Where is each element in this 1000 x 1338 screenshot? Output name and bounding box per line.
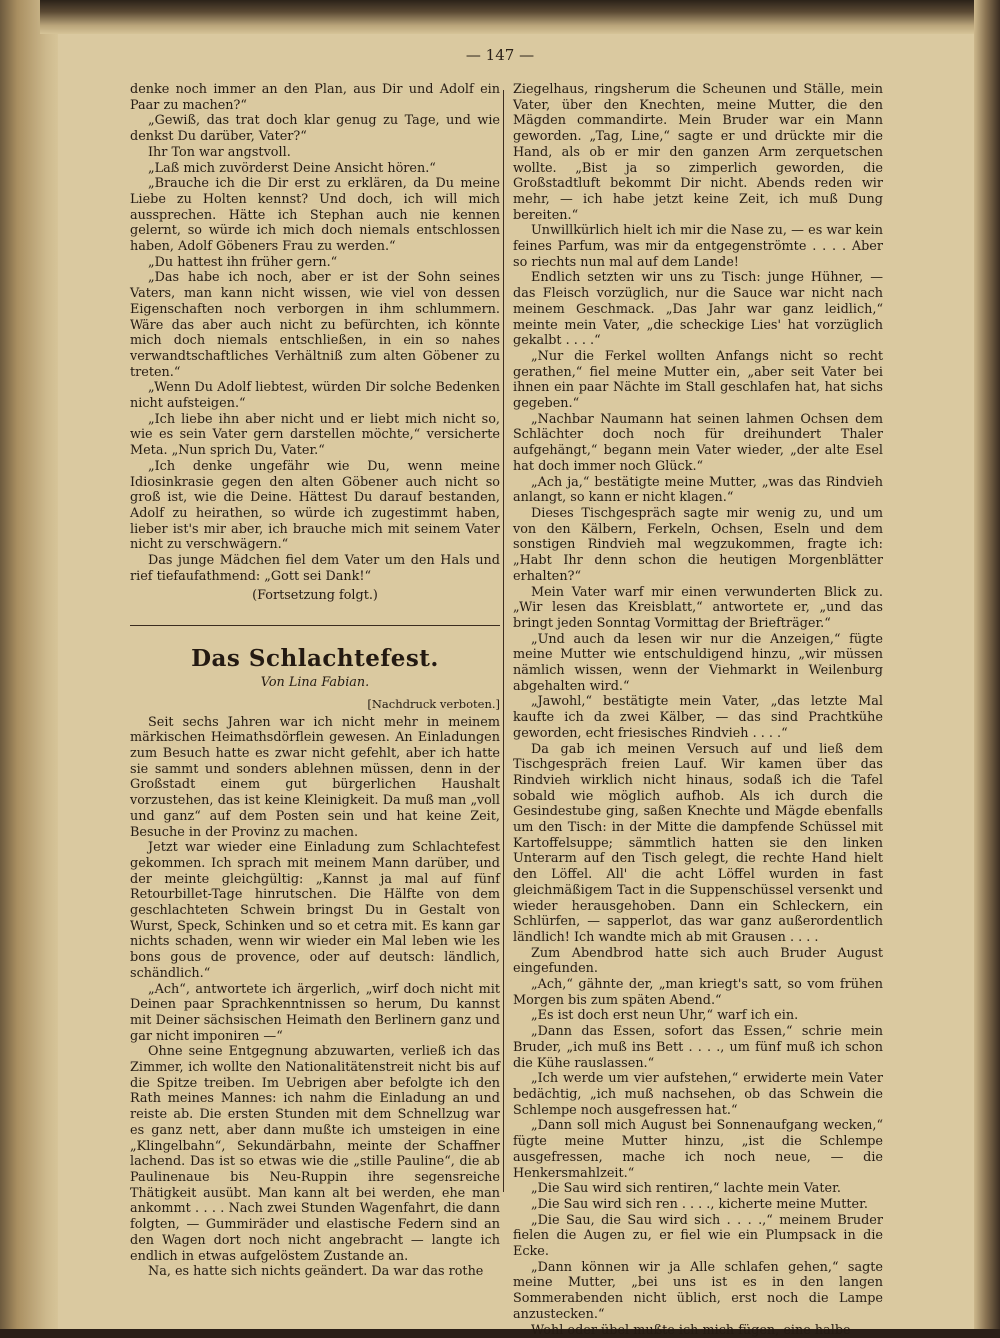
paragraph: „Es ist doch erst neun Uhr,“ warf ich ein. bbox=[531, 1008, 799, 1024]
paragraph: Mein Vater warf mir einen verwunderten Blick zu. „Wir lesen das Kreisblatt,“ antwortete er, „und das bringt jeden Sonntag Vormittag der Briefträger.“ bbox=[513, 584, 883, 631]
paragraph: „Du hattest ihn früher gern.“ bbox=[148, 254, 338, 270]
paragraph: Unwillkürlich hielt ich mir die Nase zu, — es war kein feines Parfum, was mir da entgegenströmte . . . . Aber so riechts nun mal auf dem Lande! bbox=[513, 223, 883, 270]
paragraph: Ohne seine Entgegnung abzuwarten, verließ ich das Zimmer, ich wollte den Nationalitätenstreit nicht bis auf die Spitze treiben. Im Uebrigen aber befolgte ich den Rath meines Mannes: ich nahm die Einladung an und reiste ab. Die ersten Stunden mit dem Schnellzug war es ganz nett, aber dann mußte ich umsteigen in eine „Klingelbahn“, Sekundärbahn, meinte der Schaffner lachend. Das ist so etwas wie die „stille Pauline“, die ab Paulinenaue bis Neu-Ruppin ihre segensreiche Thätigkeit ausübt. Man kann alt bei werden, ehe man ankommt . . . . Nach zwei Stunden Wagenfahrt, die dann folgten, — Gummiräder und elastische Federn sind an den Wagen dort noch nicht angebracht — langte ich endlich in etwas aufgelöstem Zustande an. bbox=[130, 1044, 500, 1264]
paragraph: „Und auch da lesen wir nur die Anzeigen,“ fügte meine Mutter wie entschuldigend hinzu, „wir müssen nämlich wissen, wenn der Viehmarkt in Weilenburg abgehalten wird.“ bbox=[513, 631, 883, 694]
paragraph: „Brauche ich die Dir erst zu erklären, da Du meine Liebe zu Holten kennst? Und doch, ich will mich aussprechen. Hätte ich Stephan auch nie kennen gelernt, so würde ich mich doch niemals entschlossen haben, Adolf Göbeners Frau zu werden.“ bbox=[130, 176, 500, 255]
paragraph: „Ach ja,“ bestätigte meine Mutter, „was das Rindvieh anlangt, so kann er nicht klagen.“ bbox=[513, 474, 883, 506]
paragraph: „Ich liebe ihn aber nicht und er liebt mich nicht so, wie es sein Vater gern darstellen möchte,“ versicherte Meta. „Nun sprich Du, Vater.“ bbox=[130, 411, 500, 459]
paragraph: „Die Sau, die Sau wird sich . . . .,“ meinem Bruder fielen die Augen zu, er fiel wie ein Plumpsack in die Ecke. bbox=[513, 1212, 883, 1260]
paragraph: „Dann soll mich August bei Sonnenaufgang wecken,“ fügte meine Mutter hinzu, „ist die Schlempe ausgefressen, mache ich noch neue, — die Henkersmahlzeit.“ bbox=[513, 1118, 883, 1181]
paragraph: „Ach“, antwortete ich ärgerlich, „wirf doch nicht mit Deinen paar Sprachkenntnissen so herum, Du kannst mit Deiner sächsischen Heimath den Berlinern ganz und gar nicht imponiren —“ bbox=[130, 981, 500, 1044]
article-byline: Von Lina Fabian. bbox=[260, 675, 370, 691]
paragraph: „Ach,“ gähnte der, „man kriegt's satt, so vom frühen Morgen bis zum späten Abend.“ bbox=[513, 977, 883, 1008]
column-divider bbox=[503, 90, 504, 1192]
paragraph: Jetzt war wieder eine Einladung zum Schlachtefest gekommen. Ich sprach mit meinem Mann darüber, und der meinte gleichgültig: „Kannst ja mal auf fünf Retourbillet-Tage hinrutschen. Die Hälfte von dem geschlachteten Schwein bringst Du in Gestalt von Wurst, Speck, Schinken und so et cetra mit. Es kann gar nichts schaden, wenn wir wieder ein Mal leben wie les bons gous de provence, oder auf deutsch: ländlich, schändlich.“ bbox=[130, 840, 500, 981]
paragraph: „Dann können wir ja Alle schlafen gehen,“ sagte meine Mutter, „bei uns ist es in den langen Sommerabenden nicht üblich, erst noch die Lampe anzustecken.“ bbox=[513, 1259, 883, 1322]
reprint-notice: [Nachdruck verboten.] bbox=[367, 696, 500, 711]
paragraph: Endlich setzten wir uns zu Tisch: junge Hühner, — das Fleisch vorzüglich, nur die Sauce war nicht nach meinem Geschmack. „Das Jahr war ganz leidlich,“ meinte mein Vater, „die scheckige Lies' hat vorzüglich gekalbt . . . .“ bbox=[513, 270, 883, 349]
paragraph: „Wenn Du Adolf liebtest, würden Dir solche Bedenken nicht aufsteigen.“ bbox=[130, 380, 500, 412]
paragraph: „Ich denke ungefähr wie Du, wenn meine Idiosinkrasie gegen den alten Göbener auch nicht so groß ist, wie die Deine. Hättest Du darauf bestanden, Adolf zu heirathen, so würde ich zugestimmt haben, lieber ist's mir aber, ich brauche mich mit seinem Vater nicht zu verschwägern.“ bbox=[130, 458, 500, 553]
paragraph: Ihr Ton war angstvoll. bbox=[148, 144, 291, 160]
paragraph: „Ich werde um vier aufstehen,“ erwiderte mein Vater bedächtig, „ich muß nachsehen, ob das Schwein die Schlempe noch ausgefressen hat.“ bbox=[513, 1071, 883, 1118]
paragraph: Ziegelhaus, ringsherum die Scheunen und Ställe, mein Vater, über den Knechten, meine Mutter, die den Mägden commandirte. Mein Bruder war ein Mann geworden. „Tag, Line,“ sagte er und drückte mir die Hand, als ob er mir den ganzen Arm zerquetschen wollte. „Bist ja so zimperlich geworden, die Großstadtluft bekommt Dir nicht. Abends reden wir mehr, — ich habe jetzt keine Zeit, ich muß Dung bereiten.“ bbox=[513, 82, 883, 223]
paragraph: „Nachbar Naumann hat seinen lahmen Ochsen dem Schlächter doch noch für dreihundert Thaler aufgehängt,“ begann mein Vater wieder, „der alte Esel hat doch immer noch Glück.“ bbox=[513, 411, 883, 474]
section-divider bbox=[130, 625, 500, 626]
left-column bbox=[130, 82, 500, 1280]
paragraph: Seit sechs Jahren war ich nicht mehr in meinem märkischen Heimathsdörflein gewesen. An Einladungen zum Besuch hatte es zwar nicht gefehlt, aber ich hatte sie sammt und sonders ablehnen müssen, denn in der Großstadt einem gut bürgerlichen Haushalt vorzustehen, das ist keine Kleinigkeit. Da muß man „voll und ganz“ auf dem Posten sein und hat keine Zeit, Besuche in der Provinz zu machen. bbox=[130, 714, 500, 840]
paragraph: „Gewiß, das trat doch klar genug zu Tage, und wie denkst Du darüber, Vater?“ bbox=[130, 113, 500, 145]
page-right-edge bbox=[974, 0, 1000, 1329]
paragraph: „Laß mich zuvörderst Deine Ansicht hören.“ bbox=[148, 160, 436, 176]
paragraph: Das junge Mädchen fiel dem Vater um den Hals und rief tiefaufathmend: „Gott sei Dank!“ bbox=[130, 553, 500, 584]
paragraph: „Die Sau wird sich rentiren,“ lachte mein Vater. bbox=[531, 1181, 841, 1197]
paragraph: denke noch immer an den Plan, aus Dir und Adolf ein Paar zu machen?“ bbox=[130, 82, 500, 113]
paragraph: Zum Abendbrod hatte sich auch Bruder August eingefunden. bbox=[513, 945, 883, 977]
paragraph: Da gab ich meinen Versuch auf und ließ dem Tischgespräch freien Lauf. Wir kamen über das Rindvieh wirklich nicht hinaus, sodaß ich die Tafel sobald wie möglich aufhob. Als ich durch die Gesindestube ging, saßen Knechte und Mägde ebenfalls um den Tisch: in der Mitte die dampfende Schüssel mit Kartoffelsuppe; sämmtlich hatten sie den linken Unterarm auf den Tisch gelegt, die rechte Hand hielt den Löffel. All' die acht Löffel wurden in fast gleichmäßigem Tact in die Suppenschüssel versenkt und wieder herausgehoben. Dann ein Schleckern, ein Schlürfen, — sapperlot, das war ganz außerordentlich ländlich! Ich wandte mich ab mit Grausen . . . . bbox=[513, 741, 883, 945]
paragraph: „Die Sau wird sich ren . . . ., kicherte meine Mutter. bbox=[531, 1196, 868, 1212]
article-headline: Das Schlachtefest. bbox=[191, 645, 439, 673]
paragraph: Na, es hatte sich nichts geändert. Da war das rothe bbox=[148, 1264, 484, 1280]
paragraph: „Dann das Essen, sofort das Essen,“ schrie mein Bruder, „ich muß ins Bett . . . ., um fünf muß ich schon die Kühe rauslassen.“ bbox=[513, 1024, 883, 1071]
page-binding-edge bbox=[0, 0, 58, 1329]
paragraph: Dieses Tischgespräch sagte mir wenig zu, und um von den Kälbern, Ferkeln, Ochsen, Eseln und dem sonstigen Rindvieh mal wegzukommen, fragte ich: „Habt Ihr denn schon die heutigen Morgenblätter erhalten?“ bbox=[513, 505, 883, 584]
paragraph: Wohl oder übel mußte ich mich fügen, eine halbe bbox=[531, 1322, 851, 1338]
page-number: — 147 — bbox=[465, 46, 535, 64]
paragraph: „Jawohl,“ bestätigte mein Vater, „das letzte Mal kaufte ich da zwei Kälber, — das sind Prachtkühe geworden, echt friesisches Rindvieh . . . .“ bbox=[513, 694, 883, 741]
right-column bbox=[513, 82, 883, 1338]
continued-note: (Fortsetzung folgt.) bbox=[252, 587, 378, 603]
page-top-edge bbox=[40, 0, 1000, 34]
paragraph: „Das habe ich noch, aber er ist der Sohn seines Vaters, man kann nicht wissen, wie viel von dessen Eigenschaften noch verborgen in ihm schlummern. Wäre das aber auch nicht zu befürchten, ich könnte mich doch niemals entschließen, in ein so nahes verwandtschaftliches Verhältniß zum alten Göbener zu treten.“ bbox=[130, 270, 500, 380]
paragraph: „Nur die Ferkel wollten Anfangs nicht so recht gerathen,“ fiel meine Mutter ein, „aber seit Vater bei ihnen ein paar Nächte im Stall geschlafen hat, hat sichs gegeben.“ bbox=[513, 348, 883, 412]
